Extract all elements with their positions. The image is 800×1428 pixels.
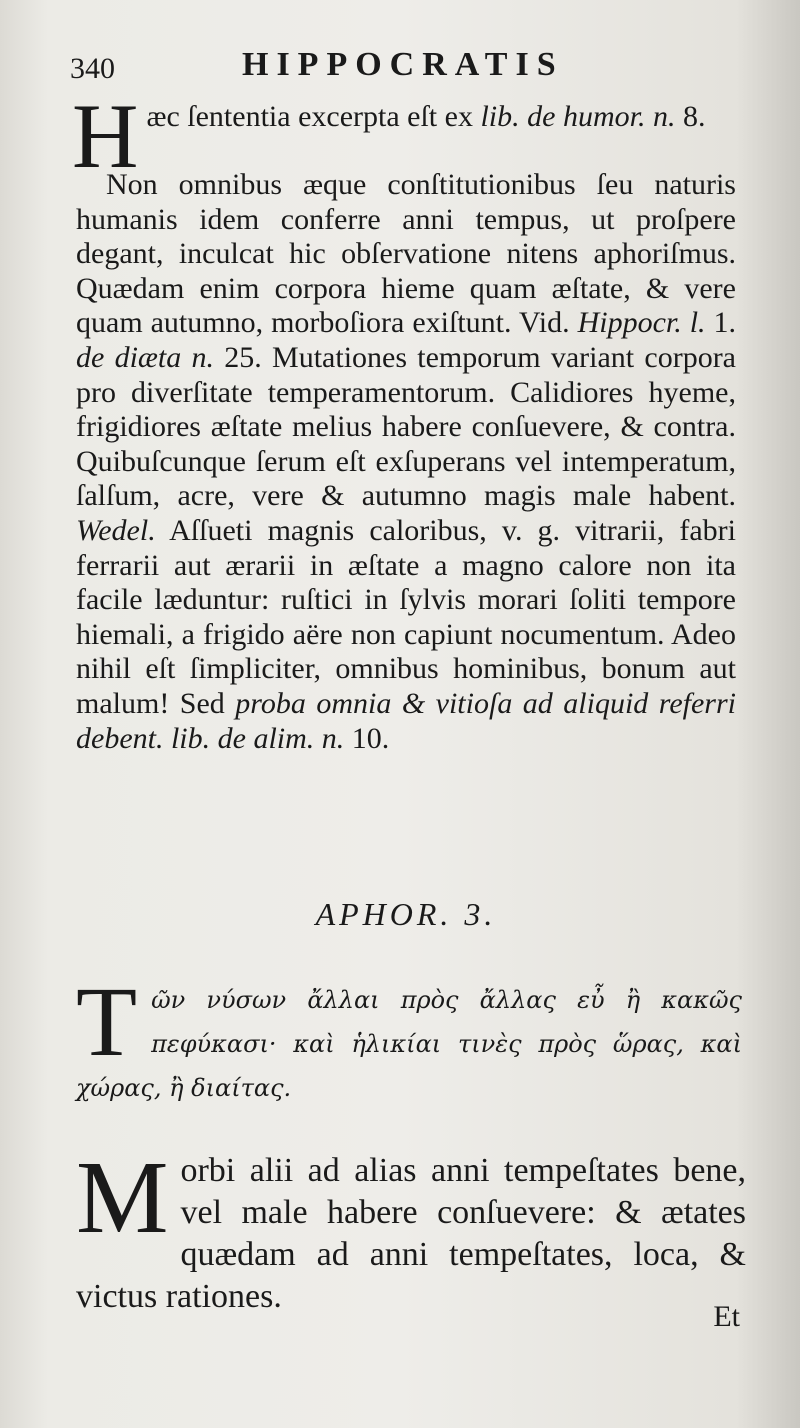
commentary-text-1: æc ſententia excerpta eſt ex: [146, 100, 481, 133]
greek-aphorism: [76, 966, 742, 1110]
page-number: 340: [70, 52, 115, 85]
dropcap-h: H: [72, 85, 139, 187]
quote-proba-omnia: proba omnia & vitioſa ad aliquid referri debent. lib. de alim. n.: [76, 686, 736, 755]
reference-hippocr: Hippocr. l.: [577, 306, 706, 340]
commentary-block: [72, 85, 737, 756]
reference-number: 8.: [675, 100, 706, 133]
commentary-text-2c: 25. Mutationes temporum variant corpora pro diverſitate temperamentorum. Calidiores hyeme, frigidiores æſtate melius habere conſuevere, & contra. Quibuſcunque ſerum eſt exſuperans vel intemperatum, ſalſum, acre, vere & autumno magis male habent.: [76, 340, 736, 513]
commentary-paragraph-1: [72, 85, 736, 187]
reference-de-diaeta: de diæta n.: [76, 340, 215, 374]
commentary-text-2b: 1.: [705, 306, 737, 340]
aphorism-title: APHOR. 3.: [315, 896, 497, 932]
running-head: HIPPOCRATIS: [242, 46, 564, 83]
commentary-paragraph-2: [76, 168, 736, 756]
commentary-text-2d: Aſſueti magnis caloribus, v. g. vitrarii, fabri ferrarii aut ærarii in æſtate a magno calore non ita facile læduntur: ruſtici in ſylvis morari ſoliti tempore hiemali, a frigido aëre non capiunt nocumentum. Adeo nihil eſt ſimpliciter, omnibus hominibus, bonum aut malum! Sed: [76, 513, 736, 720]
reference-lib-de-humor: lib. de humor. n.: [480, 100, 676, 133]
commentary-text-2a: Non omnibus æque conſtitutionibus ſeu naturis humanis idem conferre anni tempus, ut proſpere degant, inculcat hic obſervatione nitens aphoriſmus. Quædam enim corpora hieme quam æſtate, & vere quam autumno, morboſiora exiſtunt. Vid.: [76, 168, 736, 340]
latin-text: orbi alii ad alias anni tempeſtates bene, vel male habere conſuevere: & ætates quædam ad anni tempeſtates, loca, & victus rationes.: [76, 1152, 746, 1315]
page-header: [70, 44, 750, 94]
author-wedel: Wedel.: [76, 513, 156, 547]
dropcap-m: M: [76, 1140, 169, 1255]
latin-aphorism: [76, 1140, 746, 1318]
commentary-text-2e: 10.: [344, 721, 390, 755]
greek-text: ῶν νύσων ἄλλαι πρὸς ἄλλας εὖ ἢ κακῶς πεφύκασι· καὶ ἡλικίαι τινὲς πρὸς ὥρας, καὶ χώρας, ἢ διαίτας.: [76, 986, 742, 1102]
catchword: Et: [713, 1300, 740, 1333]
dropcap-t: T: [76, 966, 138, 1077]
